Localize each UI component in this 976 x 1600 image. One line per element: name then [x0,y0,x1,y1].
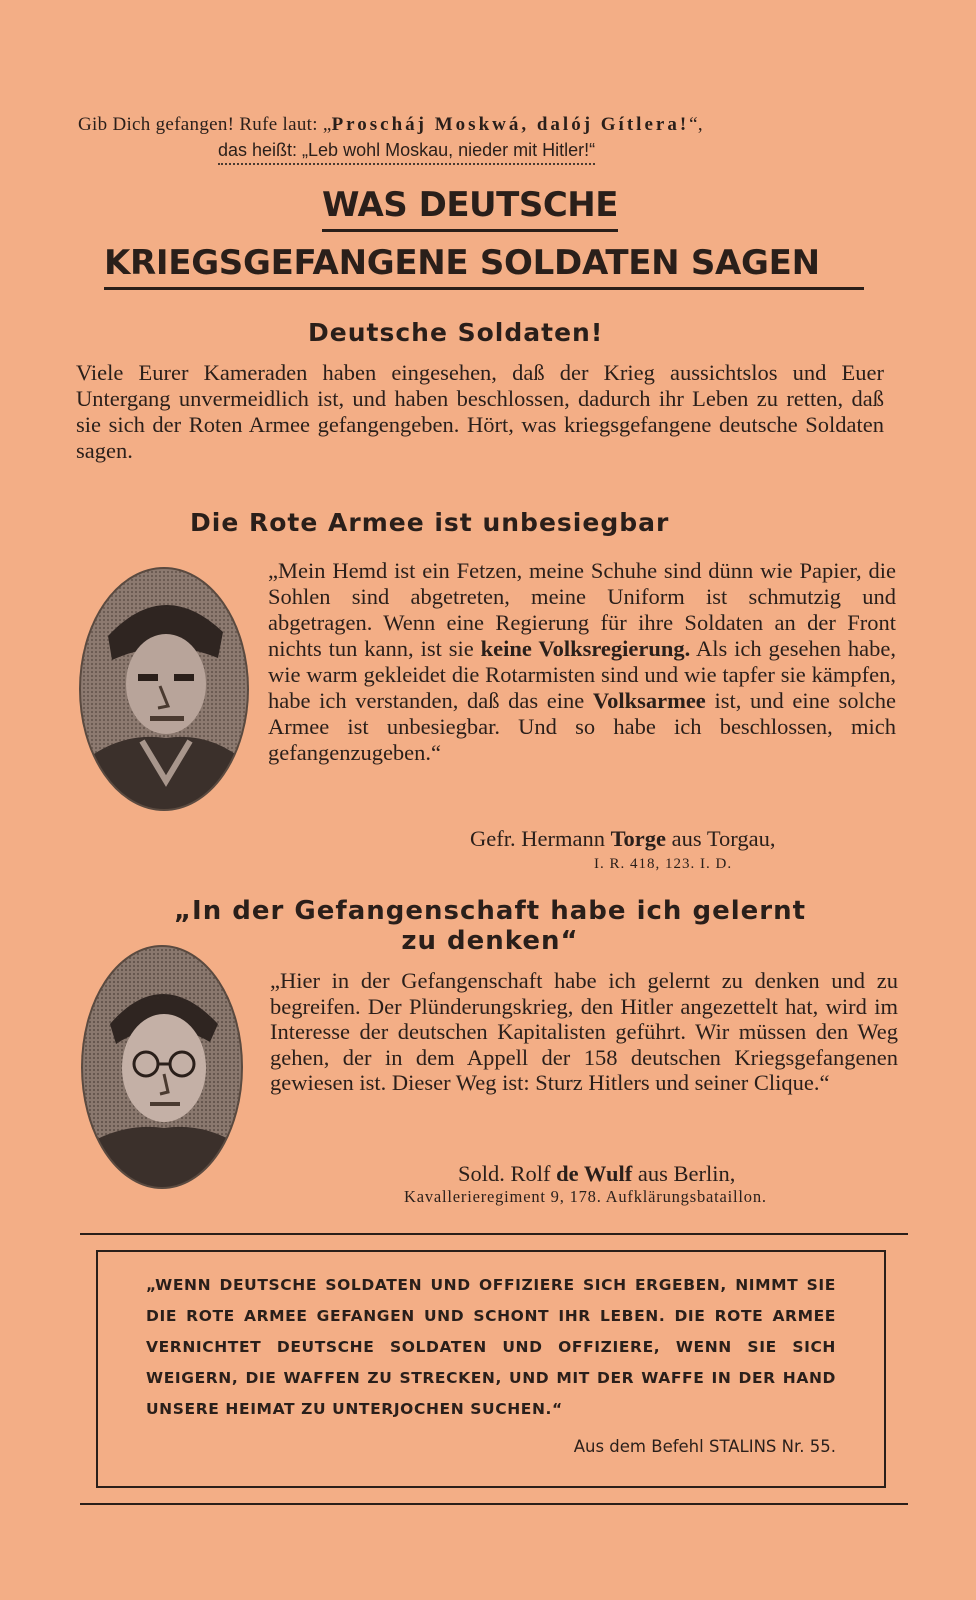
testimony1-quote [268,558,896,766]
testimony1-text-c: ist, und eine solche Armee ist unbesiegbar. Und so habe ich beschlossen, mich gefangenzugeben.“ [268,688,896,765]
surrender-translation: das heißt: „Leb wohl Moskau, nieder mit Hitler!“ [218,140,595,165]
testimony2-signature [458,1161,735,1187]
portrait-soldier-1 [78,566,250,812]
testimony2-heading-line-2: zu denken“ [401,926,579,956]
testimony1-text-a: „Mein Hemd ist ein Fetzen, meine Schuhe sind dünn wie Papier, die Sohlen sind abgetreten, meine Uniform ist schmutzig und abgetragen. Wenn eine Regierung für ihre Soldaten an der Front nichts tun kann, ist sie [268,558,896,661]
testimony1-place: aus Torgau, [671,826,776,851]
portrait-soldier-2 [80,944,244,1190]
testimony1-emphasis-b: Volksarmee [592,688,706,713]
testimony1-signature [470,826,775,852]
testimony1-heading: Die Rote Armee ist unbesiegbar [190,508,670,537]
testimony1-emphasis-a: keine Volksregierung. [480,636,691,661]
intro-heading: Deutsche Soldaten! [308,318,604,347]
testimony2-rank: Sold. Rolf [458,1161,551,1186]
surrender-call-suffix: “, [689,114,703,135]
testimony2-place: aus Berlin, [637,1161,736,1186]
testimony1-unit: I. R. 418, 123. I. D. [594,856,733,872]
testimony1-text-b: Als ich gesehen habe, wie warm gekleidet die Rotarmisten sind und wie tapfer sie kämpfen, habe ich verstanden, daß das eine [268,636,896,713]
title-line-2: KRIEGSGEFANGENE SOLDATEN SAGEN [104,243,864,290]
title-line-1: WAS DEUTSCHE [322,185,618,232]
testimony2-unit: Kavallerieregiment 9, 178. Aufklärungsbataillon. [404,1187,767,1206]
testimony2-quote [270,968,898,1096]
intro-paragraph: Viele Eurer Kameraden haben eingesehen, daß der Krieg aussichtslos und Euer Untergang unvermeidlich ist, und haben beschlossen, dadurch ihr Leben zu retten, daß sie sich der Roten Armee gefangengeben. Hört, was kriegsgefangene deutsche Soldaten sagen. [76,360,884,463]
testimony2-text: „Hier in der Gefangenschaft habe ich gelernt zu denken und zu begreifen. Der Plünderungskrieg, den Hitler angezettelt hat, wird im Interesse der deutschen Kapitalisten geführt. Wir müssen den Weg gehen, der in dem Appell der 158 deutschen Kriegsgefangenen gewiesen ist. Dieser Weg ist: Sturz Hitlers und seiner Clique.“ [270,968,898,1095]
testimony2-name: de Wulf [556,1161,633,1186]
stalin-quote: „WENN DEUTSCHE SOLDATEN UND OFFIZIERE SICH ERGEBEN, NIMMT SIE DIE ROTE ARMEE GEFANGEN UND SCHONT IHR LEBEN. DIE ROTE ARMEE VERNICHTET DEUTSCHE SOLDATEN UND OFFIZIERE, WENN SIE SICH WEIGERN, DIE WAFFEN ZU STRECKEN, UND MIT DER WAFFE IN DER HAND UNSERE HEIMAT ZU UNTERJOCHEN SUCHEN.“ [146,1276,836,1418]
testimony1-name: Torge [610,826,666,851]
testimony1-rank: Gefr. Hermann [470,826,605,851]
stalin-quote-source: Aus dem Befehl STALINS Nr. 55. [573,1437,836,1456]
surrender-call-line [78,114,898,136]
surrender-phrase: Proscháj Moskwá, dalój Gítlera! [331,114,690,135]
surrender-call-prefix: Gib Dich gefangen! Rufe laut: „ [78,114,332,135]
testimony2-heading-line-1: „In der Gefangenschaft habe ich gelernt [173,896,807,926]
